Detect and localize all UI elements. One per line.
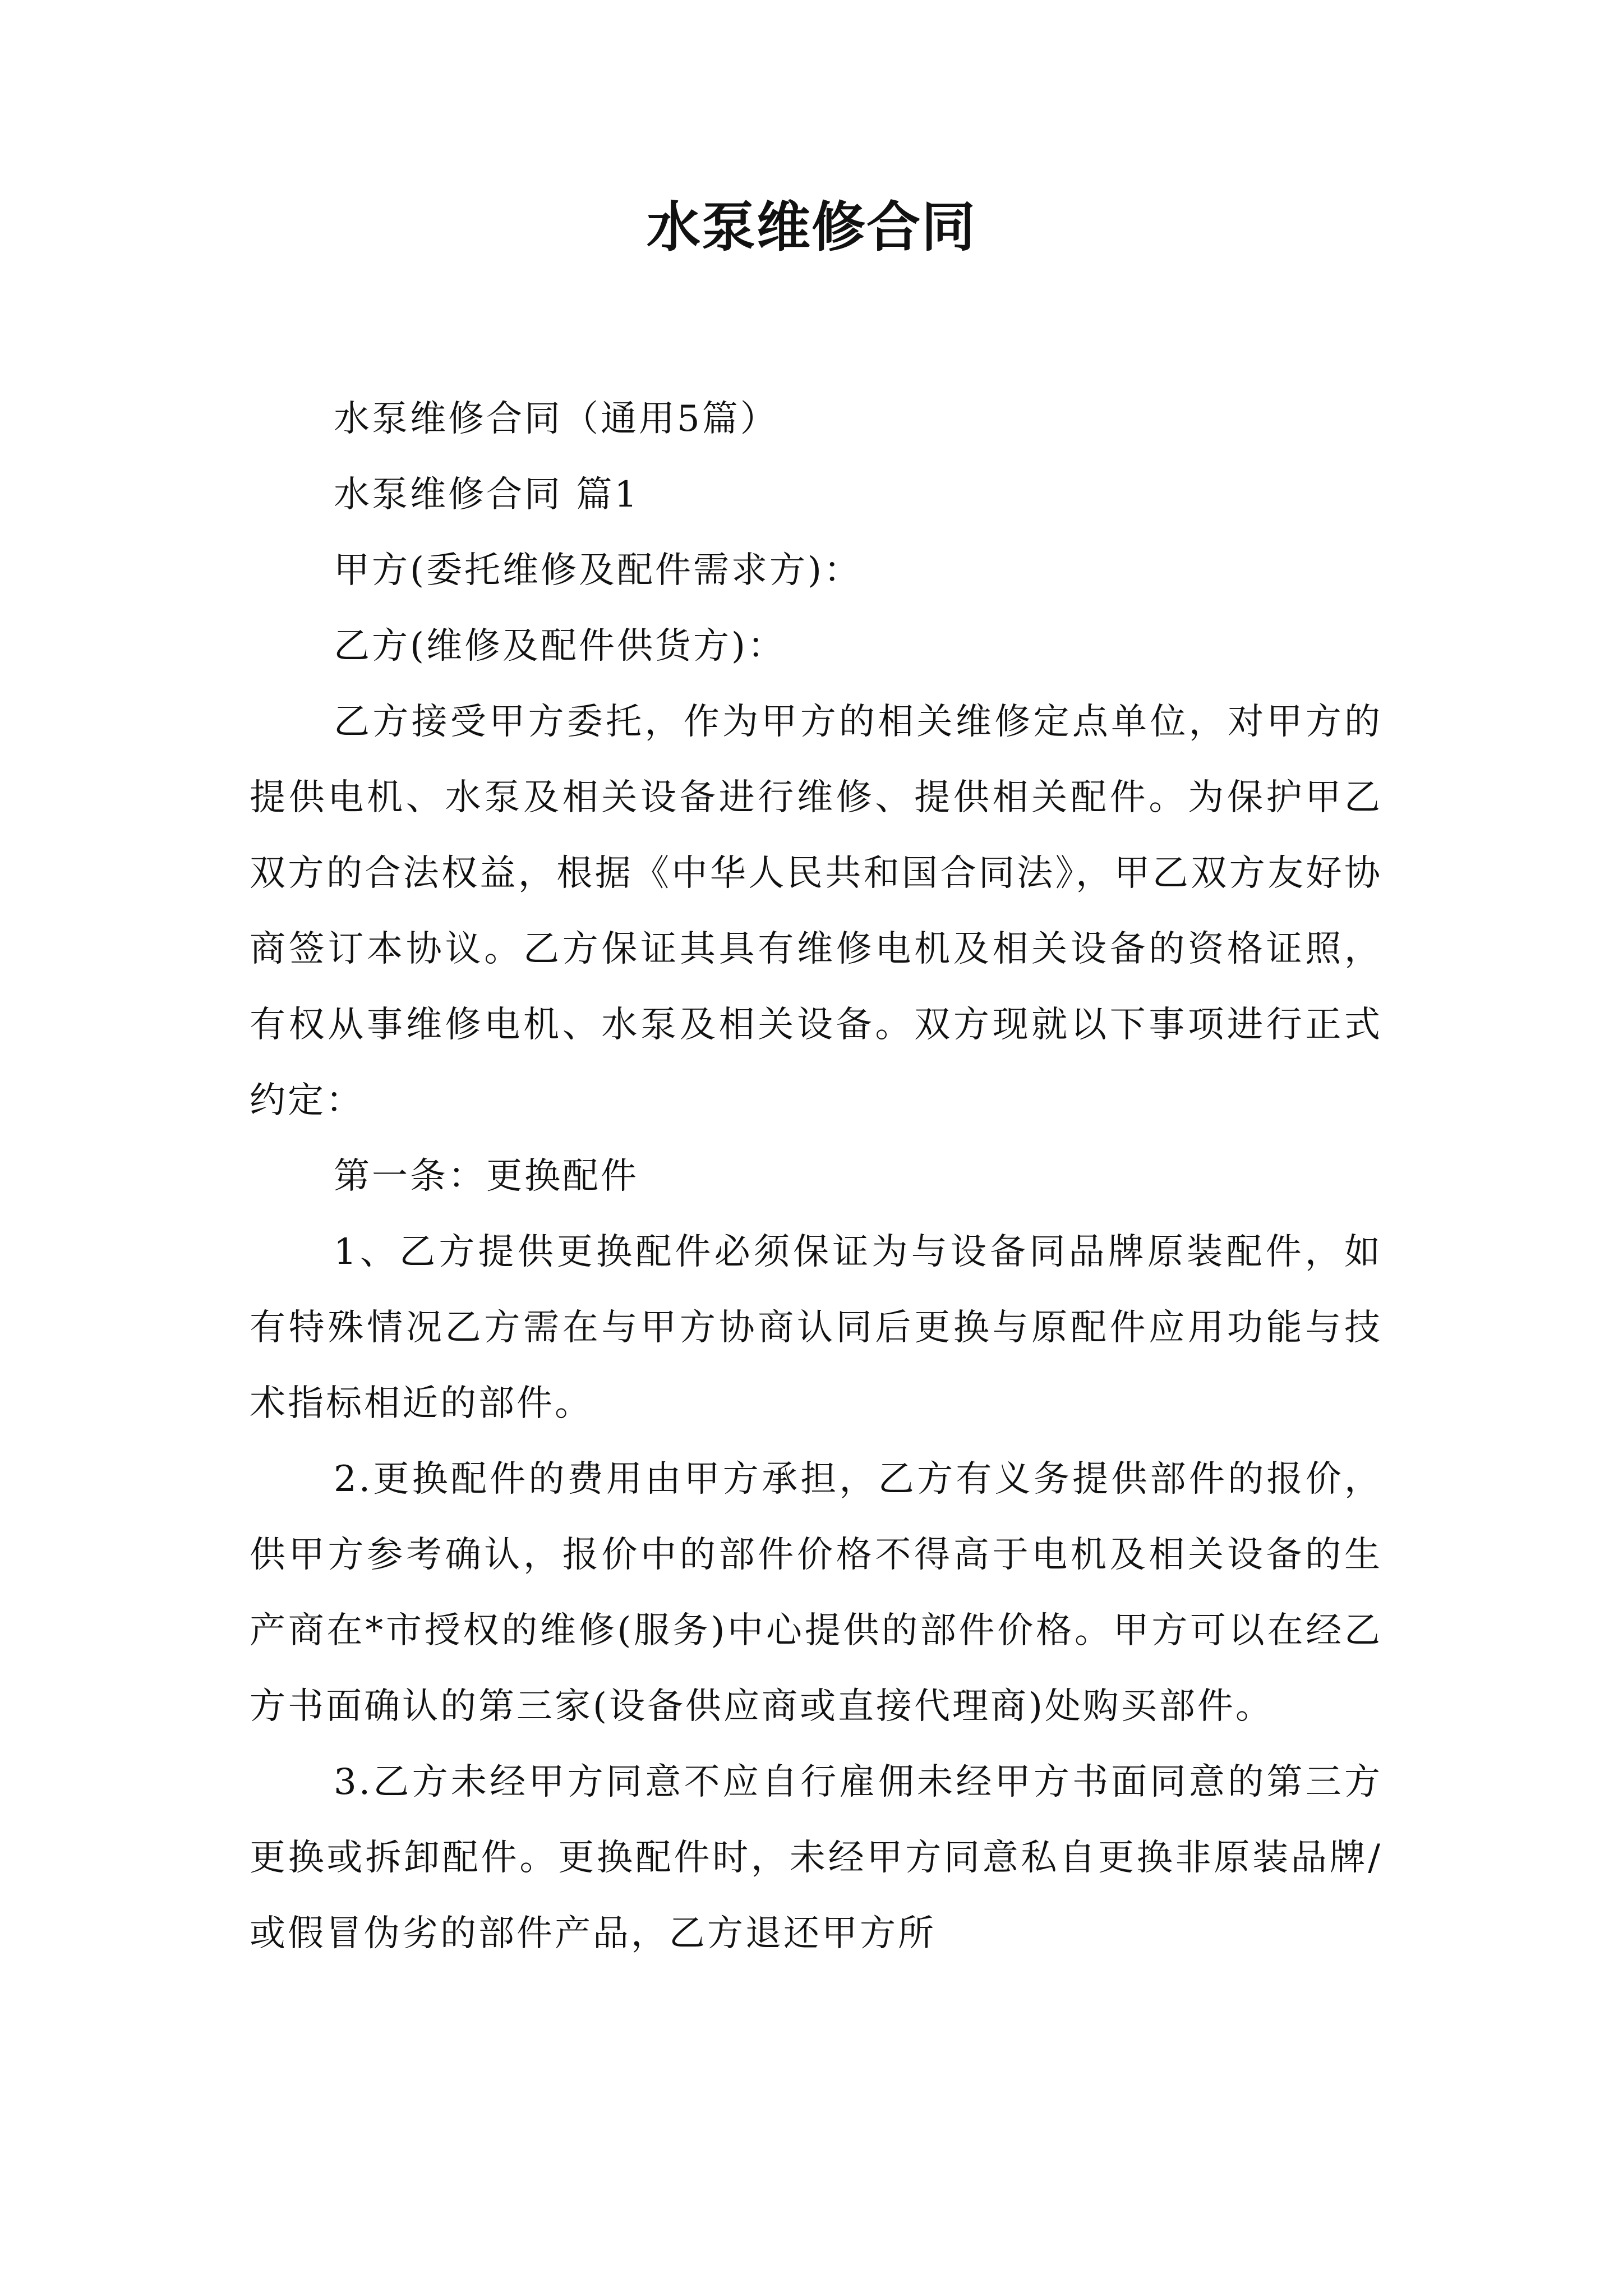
document-title: 水泵维修合同 <box>647 196 976 259</box>
clause-paragraph: 2.更换配件的费用由甲方承担，乙方有义务提供部件的报价，供甲方参考确认，报价中的部件价格不得高于电机及相关设备的生产商在*市授权的维修(服务)中心提供的部件价格。甲方可以在经乙方书面确认的第三家(设备供应商或直接代理商)处购买部件。 <box>250 1458 1382 1727</box>
document-body <box>250 381 1382 1972</box>
party-b-line: 乙方(维修及配件供货方)： <box>334 625 786 667</box>
clause-paragraph: 3.乙方未经甲方同意不应自行雇佣未经甲方书面同意的第三方更换或拆卸配件。更换配件时，未经甲方同意私自更换非原装品牌/或假冒伪劣的部件产品，乙方退还甲方所 <box>250 1761 1382 1954</box>
party-a-line: 甲方(委托维修及配件需求方)： <box>334 550 862 591</box>
article-heading: 第一条：更换配件 <box>334 1156 639 1197</box>
subtitle-line: 水泵维修合同（通用5篇） <box>334 398 778 440</box>
preamble-paragraph: 乙方接受甲方委托，作为甲方的相关维修定点单位，对甲方的提供电机、水泵及相关设备进行维修、提供相关配件。为保护甲乙双方的合法权益，根据《中华人民共和国合同法》，甲乙双方友好协商签订本协议。乙方保证其具有维修电机及相关设备的资格证照，有权从事维修电机、水泵及相关设备。双方现就以下事项进行正式约定： <box>250 701 1382 1121</box>
section-heading: 水泵维修合同 篇1 <box>334 474 640 516</box>
clause-paragraph: 1、乙方提供更换配件必须保证为与设备同品牌原装配件，如有特殊情况乙方需在与甲方协商认同后更换与原配件应用功能与技术指标相近的部件。 <box>250 1231 1382 1424</box>
